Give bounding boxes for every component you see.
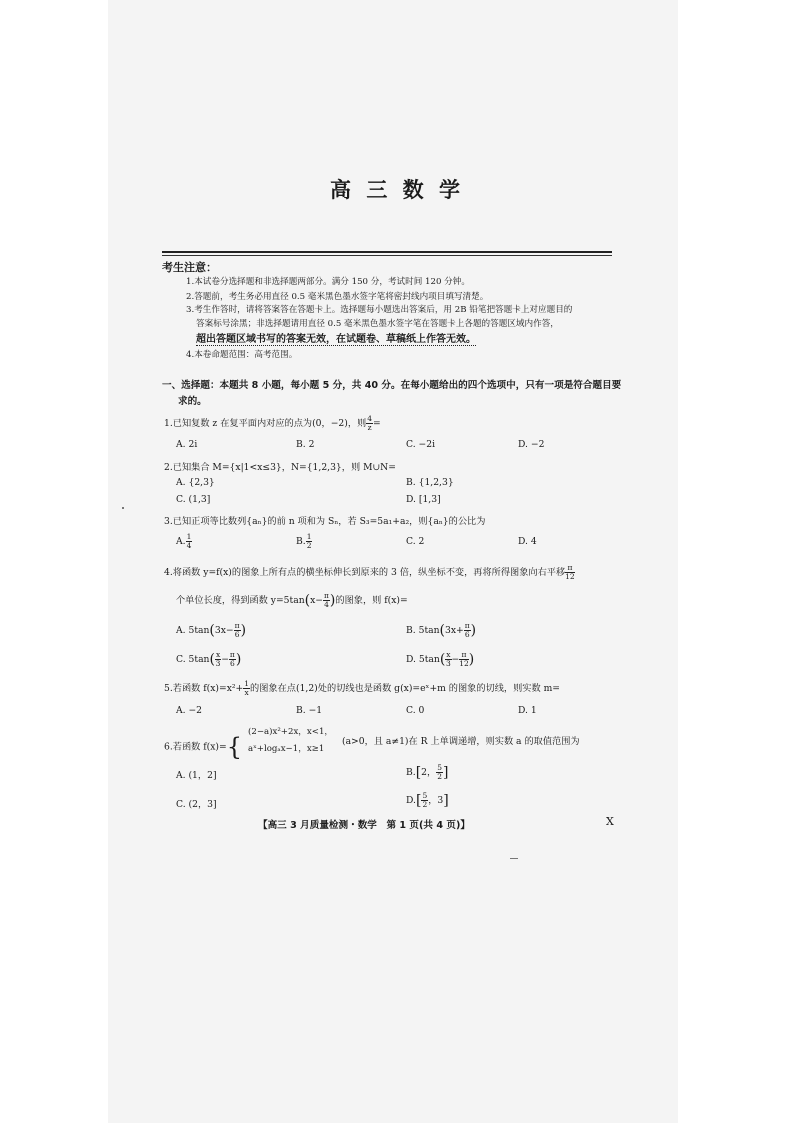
paper-sheet: [108, 0, 678, 1123]
notice-item-emphasis: 超出答题区域书写的答案无效，在试题卷、草稿纸上作答无效。: [196, 334, 476, 345]
option-b: B.[2， $\frac{5}{2}$ ]: [406, 763, 449, 781]
notice-item: 2.答题前，考生务必用直径 0.5 毫米黑色墨水签字笔将密封线内项目填写清楚。: [186, 292, 489, 302]
question-5-stem: 5.若函数 f(x)=x²+ $\frac{1}{x}$ 的图象在点(1,2)处的切线也是函数 g(x)=eˣ+m 的图象的切线，则实数 m=: [164, 679, 560, 697]
option-c: C. 2: [406, 536, 425, 547]
option-d: D. 5tan( $\frac{x}{3}$ − $\frac{\pi}{12}$ ): [406, 650, 475, 668]
notice-heading: 考生注意：: [162, 261, 217, 274]
option-d: D. [1,3]: [406, 494, 441, 505]
scan-speck: [122, 507, 124, 509]
option-a: A. {2,3}: [176, 477, 215, 488]
option-a: A. 5tan(3x− $\frac{\pi}{6}$ ): [176, 621, 247, 639]
section-heading: 一、选择题：本题共 8 小题，每小题 5 分，共 40 分。在每小题给出的四个选项中，只有一项是符合题目要: [162, 380, 622, 391]
piecewise-case-1: (2−a)x²+2x，x<1，: [248, 727, 334, 737]
notice-item: 4.本卷命题范围：高考范围。: [186, 350, 298, 360]
option-d: D. −2: [518, 439, 545, 450]
option-a: A. 2i: [176, 439, 198, 450]
divider: [162, 251, 612, 253]
option-b: B. $\frac{1}{2}$: [296, 532, 312, 550]
section-heading: 求的。: [178, 396, 207, 407]
piecewise-case-2: aˣ+logₐx−1，x≥1: [248, 744, 325, 754]
question-3-stem: 3.已知正项等比数列{aₙ}的前 n 项和为 Sₙ，若 S₃=5a₁+a₂，则{aₙ}的公比为: [164, 516, 486, 527]
option-a: A. $\frac{1}{4}$: [176, 532, 192, 550]
notice-item: 1.本试卷分选择题和非选择题两部分。满分 150 分，考试时间 120 分钟。: [186, 277, 470, 287]
option-c: C. 0: [406, 705, 425, 716]
option-c: C. (1,3]: [176, 494, 211, 505]
notice-item: 3.考生作答时，请将答案答在答题卡上。选择题每小题选出答案后，用 2B 铅笔把答题卡上对应题目的: [186, 305, 573, 315]
option-d: D. 4: [518, 536, 537, 547]
question-6-condition: (a>0，且 a≠1)在 R 上单调递增，则实数 a 的取值范围为: [342, 736, 580, 747]
option-d: D. 1: [518, 705, 537, 716]
option-b: B. −1: [296, 705, 323, 716]
option-c: C. 5tan( $\frac{x}{3}$ − $\frac{\pi}{6}$ ): [176, 650, 242, 668]
question-1-stem: 1.已知复数 z 在复平面内对应的点为(0，−2)，则 $\frac{4}{z}$ =: [164, 414, 381, 432]
option-b: B. {1,2,3}: [406, 477, 454, 488]
page-footer: 【高三 3 月质量检测・数学 第 1 页(共 4 页)】: [258, 820, 470, 831]
notice-item: 答案标号涂黑；非选择题请用直径 0.5 毫米黑色墨水签字笔在答题卡上各题的答题区域内作答，: [196, 319, 559, 329]
option-c: C. (2，3]: [176, 799, 217, 810]
option-a: A. −2: [176, 705, 203, 716]
question-6-stem: 6.若函数 f(x)={: [164, 733, 242, 761]
question-2-stem: 2.已知集合 M={x|1<x≤3}，N={1,2,3}，则 M∪N=: [164, 462, 396, 473]
option-b: B. 2: [296, 439, 315, 450]
option-a: A. (1，2]: [176, 770, 217, 781]
option-b: B. 5tan(3x+ $\frac{\pi}{6}$ ): [406, 621, 477, 639]
corner-mark: X: [606, 815, 614, 828]
question-4-stem-line2: 个单位长度，得到函数 y=5tan(x− $\frac{\pi}{4}$ )的图象，则 f(x)=: [176, 591, 408, 609]
option-c: C. −2i: [406, 439, 436, 450]
page-title: 高 三 数 学: [330, 177, 464, 202]
question-4-stem: 4.将函数 y=f(x)的图象上所有点的横坐标伸长到原来的 3 倍，纵坐标不变，再将所得图象向右平移 $\frac{\pi}{12}$: [164, 563, 575, 581]
option-d: D.[ $\frac{5}{2}$ ，3]: [406, 791, 449, 809]
scan-speck: [510, 858, 518, 859]
divider: [162, 255, 612, 256]
